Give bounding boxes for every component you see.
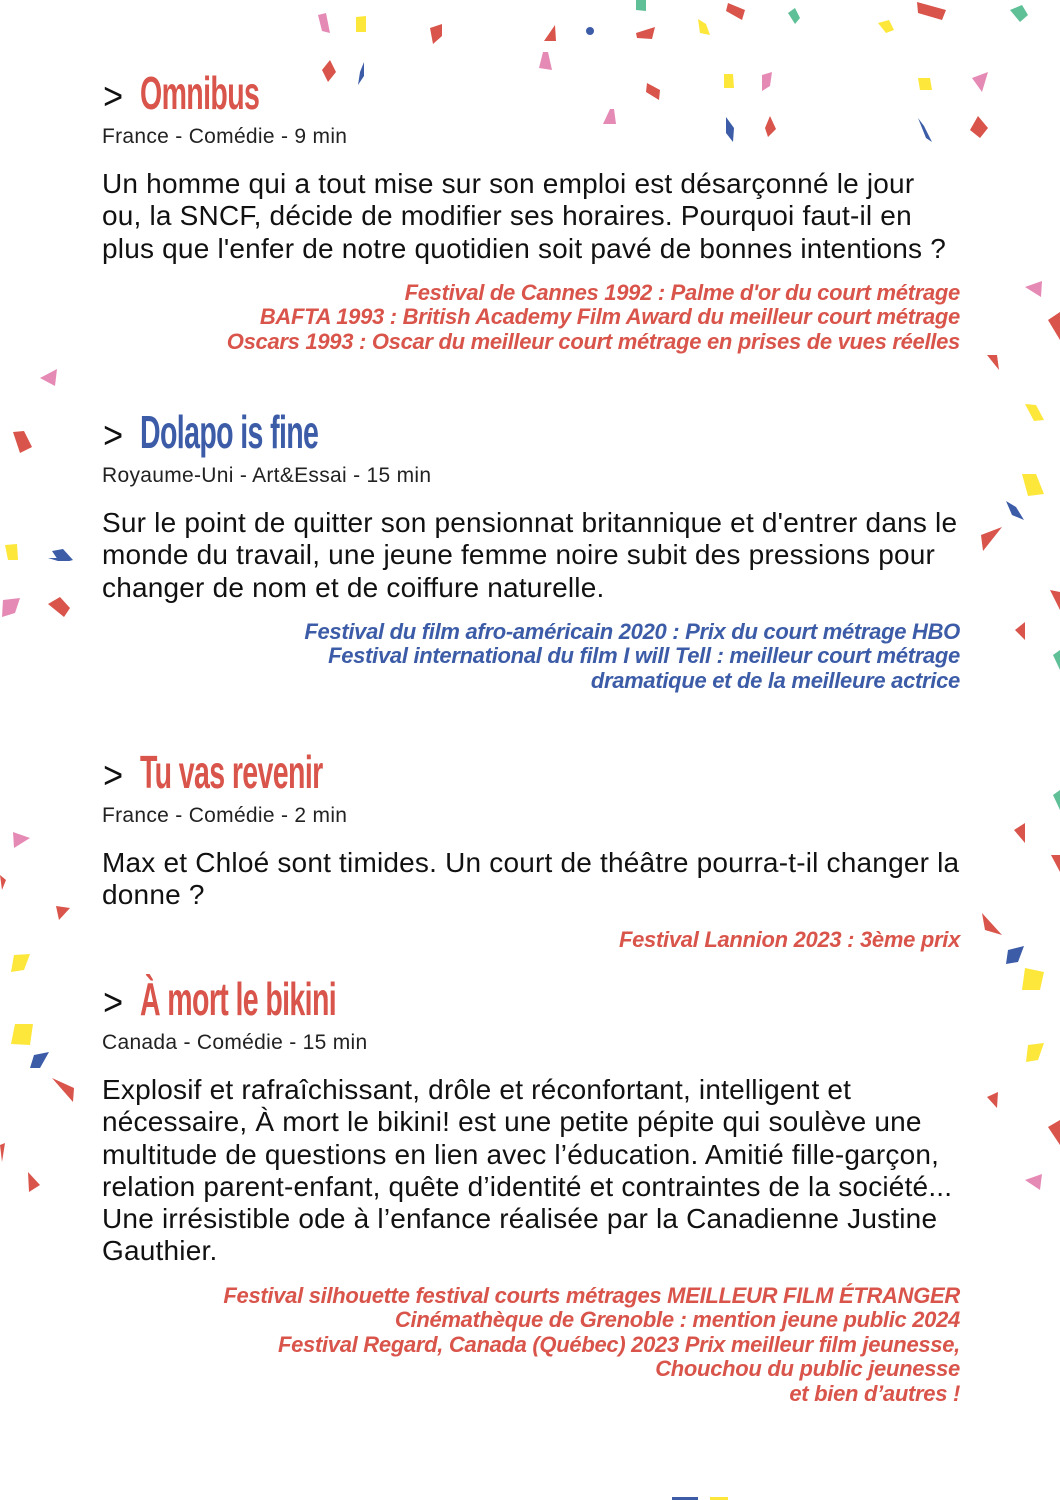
film-synopsis: Max et Chloé sont timides. Un court de théâtre pourra-t-il changer la donne ? (102, 847, 960, 911)
film-awards (102, 928, 960, 953)
award-line: Festival Lannion 2023 : 3ème prix (618, 926, 960, 952)
award-line: Chouchou du public jeunesse (655, 1356, 960, 1382)
award-line: dramatique et de la meilleure actrice (590, 667, 960, 693)
film-awards (102, 1284, 960, 1407)
film-title: À mort le bikini (140, 973, 337, 1025)
film-awards (102, 281, 960, 355)
film-a-mort-le-bikini (102, 973, 960, 1406)
award-line: Oscars 1993 : Oscar du meilleur court métrage en prises de vues réelles (226, 328, 960, 354)
film-heading (102, 67, 960, 128)
award-line: Festival du film afro-américain 2020 : Prix du court métrage HBO (304, 618, 960, 644)
award-line: Festival silhouette festival courts métrages MEILLEUR FILM ÉTRANGER (223, 1282, 960, 1308)
film-meta: France - Comédie - 2 min (102, 804, 348, 827)
film-heading (102, 746, 960, 807)
chevron-right-icon: > (103, 755, 124, 797)
film-title: Omnibus (140, 67, 260, 119)
film-title: Tu vas revenir (140, 746, 323, 798)
film-synopsis: Explosif et rafraîchissant, drôle et réconfortant, intelligent et nécessaire, À mort le bikini! est une petite pépite qui soulève une multitude de questions en lien avec l’éducation. Amitié fille-garçon, relation parent-enfant, quête d’identité et contraintes de la société... Une irrésistible ode à l’enfance réalisée par la Canadienne Justine Gauthier. (102, 1074, 953, 1267)
film-synopsis: Sur le point de quitter son pensionnat britannique et d'entrer dans le monde du travail, une jeune femme noire subit des pressions pour changer de nom et de coiffure naturelle. (102, 507, 958, 603)
award-line: Festival international du film I will Tell : meilleur court métrage (328, 643, 960, 669)
film-title: Dolapo is fine (140, 406, 319, 458)
award-line: BAFTA 1993 : British Academy Film Award du meilleur court métrage (259, 304, 960, 330)
chevron-right-icon: > (103, 415, 124, 457)
award-line: Festival Regard, Canada (Québec) 2023 Prix meilleur film jeunesse, (277, 1331, 960, 1357)
chevron-right-icon: > (103, 76, 124, 118)
chevron-right-icon: > (103, 982, 124, 1024)
film-meta: Canada - Comédie - 15 min (102, 1031, 368, 1054)
award-line: Festival de Cannes 1992 : Palme d'or du court métrage (404, 279, 960, 305)
film-awards (102, 620, 960, 694)
film-omnibus (102, 67, 960, 354)
film-synopsis: Un homme qui a tout mise sur son emploi est désarçonné le jour ou, la SNCF, décide de modifier ses horaires. Pourquoi faut-il en plus que l'enfer de notre quotidien soit pavé de bonnes intentions ? (102, 168, 946, 264)
film-meta: France - Comédie - 9 min (102, 125, 348, 148)
film-dolapo-is-fine (102, 406, 960, 693)
film-meta: Royaume-Uni - Art&Essai - 15 min (102, 464, 432, 487)
film-tu-vas-revenir (102, 746, 960, 952)
award-line: et bien d’autres ! (789, 1380, 960, 1406)
award-line: Cinémathèque de Grenoble : mention jeune public 2024 (394, 1307, 960, 1333)
film-heading (102, 406, 960, 467)
film-heading (102, 973, 960, 1034)
